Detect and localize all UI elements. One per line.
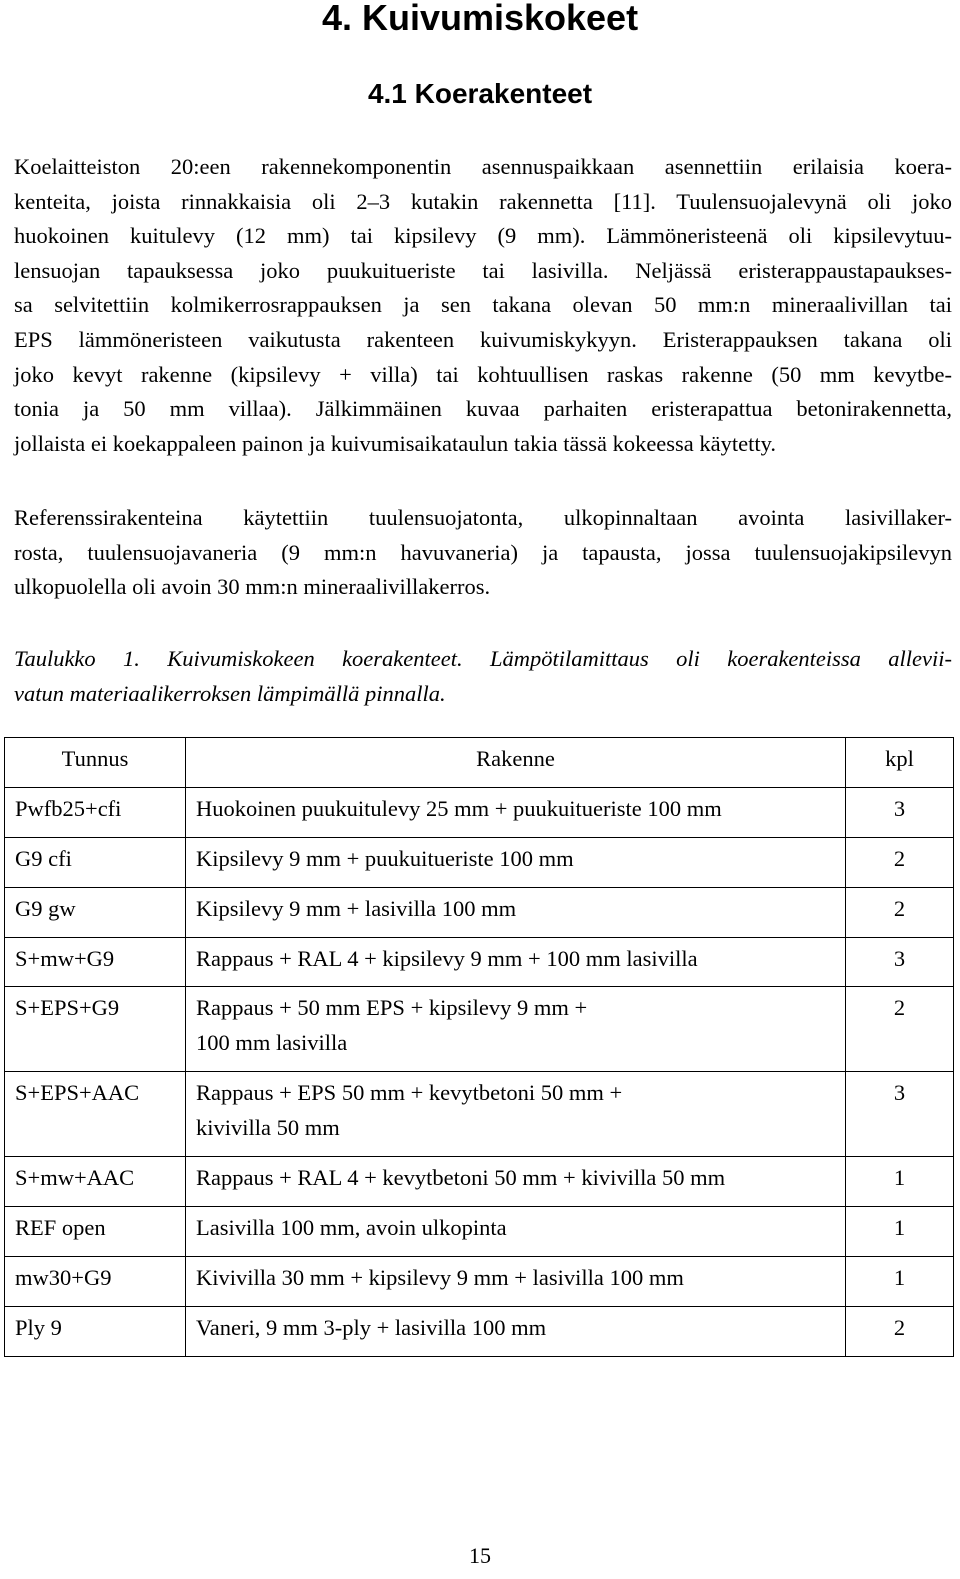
page-number: 15 (469, 1543, 491, 1568)
paragraph-reference (14, 501, 952, 605)
cell-tunnus: Ply 9 (5, 1307, 186, 1357)
table-row (5, 987, 954, 1072)
cell-rakenne-line: Rappaus + EPS 50 mm + kevytbetoni 50 mm + (196, 1080, 623, 1105)
paragraph-line: kenteita, joista rinnakkaisia oli 2–3 kutakin rakennetta [11]. Tuulensuojalevynä oli joko (14, 188, 952, 214)
cell-tunnus: S+EPS+AAC (5, 1072, 186, 1157)
cell-tunnus: G9 cfi (5, 838, 186, 888)
paragraph-line: huokoinen kuitulevy (12 mm) tai kipsilevy (9 mm). Lämmöneristeenä oli kipsilevytuu- (14, 223, 952, 249)
paragraph-line: lensuojan tapauksessa joko puukuitueriste tai lasivilla. Neljässä eristerappaustapaukses- (14, 257, 952, 283)
table-row (5, 1072, 954, 1157)
cell-rakenne (186, 987, 846, 1072)
paragraph-line: EPS lämmöneristeen vaikutusta rakenteen kuivumiskykyyn. Eristerappauksen takana oli (14, 326, 952, 352)
cell-tunnus: S+EPS+G9 (5, 987, 186, 1072)
cell-kpl: 3 (846, 788, 954, 838)
cell-kpl: 1 (846, 1157, 954, 1207)
cell-rakenne: Kipsilevy 9 mm + lasivilla 100 mm (186, 888, 846, 938)
cell-kpl: 2 (846, 888, 954, 938)
cell-kpl: 2 (846, 987, 954, 1072)
page-title: 4. Kuivumiskokeet (321, 0, 639, 38)
cell-kpl: 1 (846, 1257, 954, 1307)
table-row (5, 1257, 954, 1307)
cell-rakenne: Kivivilla 30 mm + kipsilevy 9 mm + lasivilla 100 mm (186, 1257, 846, 1307)
cell-rakenne: Rappaus + RAL 4 + kipsilevy 9 mm + 100 mm lasivilla (186, 938, 846, 987)
cell-kpl: 3 (846, 1072, 954, 1157)
cell-kpl: 1 (846, 1207, 954, 1257)
cell-rakenne: Kipsilevy 9 mm + puukuitueriste 100 mm (186, 838, 846, 888)
table-row (5, 1207, 954, 1257)
table-caption (14, 642, 952, 711)
paragraph-line: jollaista ei koekappaleen painon ja kuivumisaikataulun takia tässä kokeessa käytetty. (14, 430, 777, 456)
caption-line: Taulukko 1. Kuivumiskokeen koerakenteet. Lämpötilamittaus oli koerakenteissa allevii- (14, 646, 952, 671)
cell-rakenne: Rappaus + RAL 4 + kevytbetoni 50 mm + kivivilla 50 mm (186, 1157, 846, 1207)
paragraph-line: tonia ja 50 mm villaa). Jälkimmäinen kuvaa parhaiten eristerapattua betonirakennetta, (14, 396, 952, 422)
cell-kpl: 2 (846, 838, 954, 888)
caption-line: vatun materiaalikerroksen lämpimällä pinnalla. (14, 680, 446, 706)
cell-tunnus: Pwfb25+cfi (5, 788, 186, 838)
table-row (5, 1157, 954, 1207)
cell-tunnus: REF open (5, 1207, 186, 1257)
paragraph-line: Referenssirakenteina käytettiin tuulensuojatonta, ulkopinnaltaan avointa lasivillaker- (14, 505, 952, 530)
cell-rakenne-line: 100 mm lasivilla (196, 1030, 348, 1055)
column-header-tunnus: Tunnus (5, 738, 186, 788)
cell-kpl: 2 (846, 1307, 954, 1357)
cell-rakenne-line: Rappaus + 50 mm EPS + kipsilevy 9 mm + (196, 995, 588, 1020)
table-row (5, 1307, 954, 1357)
section-heading: 4.1 Koerakenteet (367, 78, 593, 109)
cell-rakenne: Lasivilla 100 mm, avoin ulkopinta (186, 1207, 846, 1257)
column-header-rakenne: Rakenne (186, 738, 846, 788)
paragraph-line: ulkopuolella oli avoin 30 mm:n mineraalivillakerros. (14, 574, 491, 600)
table-row (5, 938, 954, 987)
table-header-row (5, 738, 954, 788)
paragraph-line: Koelaitteiston 20:een rakennekomponentin asennuspaikkaan asennettiin erilaisia koera- (14, 154, 952, 179)
structures-table (4, 737, 954, 1357)
cell-tunnus: G9 gw (5, 888, 186, 938)
paragraph-line: rosta, tuulensuojavaneria (9 mm:n havuvaneria) ja tapausta, jossa tuulensuojakipsilevyn (14, 539, 952, 565)
paragraph-line: sa selvitettiin kolmikerrosrappauksen ja sen takana olevan 50 mm:n mineraalivillan tai (14, 292, 952, 318)
table-row (5, 888, 954, 938)
cell-rakenne: Vaneri, 9 mm 3-ply + lasivilla 100 mm (186, 1307, 846, 1357)
paragraph-line: joko kevyt rakenne (kipsilevy + villa) tai kohtuullisen raskas rakenne (50 mm kevytbe- (14, 361, 952, 387)
cell-rakenne: Huokoinen puukuitulevy 25 mm + puukuitueriste 100 mm (186, 788, 846, 838)
table-row (5, 838, 954, 888)
cell-rakenne (186, 1072, 846, 1157)
cell-kpl: 3 (846, 938, 954, 987)
column-header-kpl: kpl (846, 738, 954, 788)
cell-tunnus: S+mw+AAC (5, 1157, 186, 1207)
table-row (5, 788, 954, 838)
cell-tunnus: mw30+G9 (5, 1257, 186, 1307)
paragraph-intro (14, 150, 952, 461)
cell-tunnus: S+mw+G9 (5, 938, 186, 987)
cell-rakenne-line: kivivilla 50 mm (196, 1115, 340, 1140)
